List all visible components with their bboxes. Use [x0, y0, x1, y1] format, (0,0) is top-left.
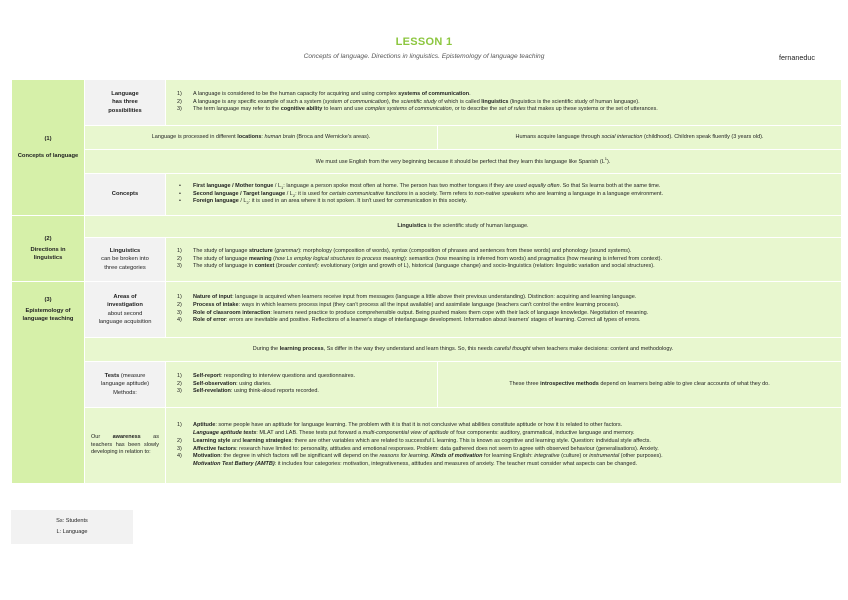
- areas-list: [166, 282, 842, 338]
- list-item: 1) A language is considered to be the human capacity for acquiring and using complex systems of communication.: [177, 90, 471, 97]
- list-item: 2) Process of intake: ways in which learners process input (they can't process all the input available) and assimilate language (teachers can't control the entire learning process).: [177, 301, 620, 308]
- english-note-cell: We must use English from the very beginning because it should be perfect that they learn this language like Spanish $(L^1)$.: [85, 150, 842, 174]
- linguistics-categories: [166, 238, 842, 282]
- list-item: 2) A language is any specific example of such a system (system of communication), the scientific study of which is called linguistics (linguistics is the scientific study of human language).: [177, 98, 640, 105]
- list-item: 2) The study of language meaning (how Ls employ logical structures to process meaning): semantics (how meaning is inferred from words) and pragmatics (how meaning is inferred from context).: [177, 255, 662, 262]
- list-item: • Foreign language / $L_2$: it is used in an area where it is not spoken. It isn't used for communication in this society.: [171, 198, 836, 206]
- list-item: 3) The term language may refer to the cognitive ability to learn and use complex systems of communication, or to describe the set of rules that makes up these systems or the set of utterances.: [177, 106, 658, 113]
- section-1-cell: [12, 80, 85, 216]
- list-item: 2) Learning style and learning strategies: there are other variables which are related to successful L learning. This is known as cognitive and learning style. Question: individual style affects.: [177, 437, 651, 444]
- abbreviation-l: L: Language: [56, 528, 88, 535]
- abbreviation-ss: Ss: Students: [56, 518, 88, 524]
- list-item: Language aptitude tests: MLAT and LAB. These tests put forward a multi-componential view of aptitude of four components: auditory, grammatical, inductive language and memory.: [193, 429, 635, 436]
- learning-process-cell: During the learning process, Ss differ in the way they understand and learn things. So, this needs careful thought when teachers make decisions: content and methodology.: [85, 338, 842, 362]
- list-item: Motivation Test Battery (AMTB): it includes four categories: motivation, integrativeness, attitudes and measures of anxiety. The teacher must consider what aspects can be changed.: [193, 461, 638, 468]
- tests-methods: [166, 362, 438, 408]
- section-3-number: (3): [44, 297, 52, 303]
- section-3-name: Epistemology of language teaching: [22, 308, 74, 323]
- language-label: Language has three possibilities: [85, 80, 166, 126]
- list-item: • Second language / Target language / $L_2$: it is used for certain communicative functions in a society. Term refers to non-native speakers who are learning a language in a language environment.: [171, 191, 836, 199]
- language-possibilities: [166, 80, 842, 126]
- concepts-list: [166, 174, 842, 216]
- section-2-cell: [12, 216, 85, 282]
- author-name: fernaneduc: [779, 53, 815, 62]
- list-item: 1) Nature of input: language is acquired when learners receive input from messages (language a little above their previous understanding). Distinction: acquiring and learning language.: [177, 293, 637, 300]
- introspective-methods-note: These three introspective methods depend on learners being able to give clear accounts of what they do.: [438, 362, 842, 408]
- section-2-number: (2): [44, 235, 52, 242]
- list-item: 1) The study of language structure (grammar): morphology (composition of words), syntax (composition of phrases and sentences from these words) and phonology (sound systems).: [177, 247, 632, 254]
- awareness-label: Our awareness as teachers has been slowly developing in relation to:: [85, 408, 166, 484]
- list-item: 4) Role of error: errors are inevitable and positive. Reflections of a learner's stage of interlanguage development. Information about learners' stages of learning. Correct all types of errors.: [177, 317, 641, 324]
- section-2-name: Directions in linguistics: [30, 246, 66, 262]
- list-item: 1) Aptitude: some people have an aptitude for language learning. The problem with it is that it is not conclusive what abilities constitute aptitude or how it is related to other factors.: [177, 422, 623, 429]
- list-item: 4) Motivation: the degree in which factors will be significant will depend on the reasons for learning. Kinds of motivation for learning English: integrative (culture) or instrumental (other purposes).: [177, 453, 663, 460]
- section-1-name: Concepts of language: [17, 152, 79, 159]
- awareness-list: [166, 408, 842, 484]
- social-interaction-cell: Humans acquire language through social interaction (childhood). Children speak fluently (3 years old).: [438, 126, 842, 150]
- concepts-label: Concepts: [85, 174, 166, 216]
- lesson-subtitle: Concepts of language. Directions in linguistics. Epistemology of language teaching: [303, 53, 545, 60]
- section-1-number: (1): [44, 136, 52, 143]
- list-item: 2) Self-observation: using diaries.: [177, 380, 272, 387]
- lesson-table: [11, 79, 841, 484]
- linguistics-label: Linguistics can be broken into three categories: [85, 238, 166, 282]
- list-item: 3) Self-revelation: using think-aloud reports recorded.: [177, 388, 319, 395]
- areas-label: Areas of investigation about second language acquisition: [85, 282, 166, 338]
- page-header: [0, 36, 848, 60]
- list-item: 3) Role of classroom interaction: learners need practice to produce comprehensible output. Being pushed makes them cope with their lack of language knowledge. Negotiation of meaning.: [177, 309, 649, 316]
- list-item: 3) The study of language in context (broader context): evolutionary (origin and growth of L), historical (language change) and socio-linguistics (relation: linguistic variation and social structures).: [177, 263, 655, 270]
- tests-label: Tests (measure language aptitude) Methods:: [85, 362, 166, 408]
- abbreviations-box: [11, 510, 133, 544]
- section-3-cell: [12, 282, 85, 484]
- locations-cell: Language is processed in different locations: human brain (Broca and Wernicke's areas).: [85, 126, 438, 150]
- list-item: • First language / Mother tongue / $L_1$: language a person spoke most often at home. The person has two mother tongues if they are used equally often. So that Ss learns both at the same time.: [171, 183, 836, 191]
- list-item: 3) Affective factors: research have limited to: personality, attitudes and emotional responses. Problem: data gathered does not seem to agree with observed behaviour (generalisations). Anxiety.: [177, 445, 659, 452]
- list-item: 1) Self-report: responding to interview questions and questionnaires.: [177, 372, 356, 379]
- linguistics-definition: Linguistics is the scientific study of human language.: [85, 216, 842, 238]
- lesson-title: LESSON 1: [395, 36, 453, 48]
